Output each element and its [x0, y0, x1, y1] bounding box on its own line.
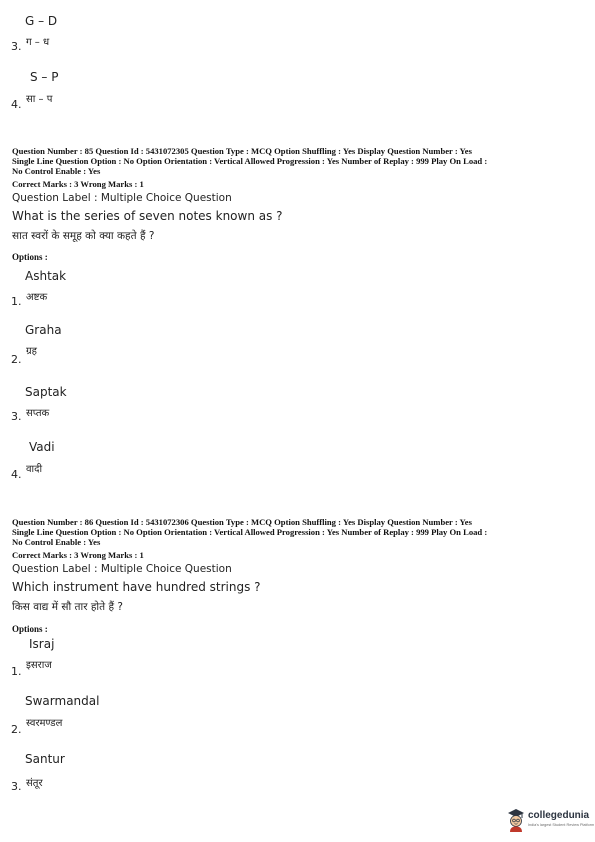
- question-meta-line: No Control Enable : Yes: [12, 166, 101, 176]
- option-text-en: Israj: [29, 637, 55, 651]
- option-number: 1.: [11, 295, 22, 308]
- question-text-en: Which instrument have hundred strings ?: [12, 580, 261, 594]
- option-text-hi: ग्रह: [26, 346, 37, 357]
- question-text-hi: किस वाद्य में सौ तार होते हैं ?: [12, 601, 123, 613]
- option-text-en: Santur: [25, 752, 65, 766]
- option-text-en: Swarmandal: [25, 694, 100, 708]
- question-meta-line: Single Line Question Option : No Option Orientation : Vertical Allowed Progression : Yes Number of Replay : 999 Play On Load :: [12, 156, 488, 166]
- option-number: 3.: [11, 780, 22, 793]
- question-marks: Correct Marks : 3 Wrong Marks : 1: [12, 179, 144, 189]
- option-number: 2.: [11, 723, 22, 736]
- option-text-en: G – D: [25, 14, 58, 28]
- question-marks: Correct Marks : 3 Wrong Marks : 1: [12, 550, 144, 560]
- option-text-en: Vadi: [29, 440, 55, 454]
- option-text-en: Ashtak: [25, 269, 67, 283]
- question-meta-line: Single Line Question Option : No Option Orientation : Vertical Allowed Progression : Yes Number of Replay : 999 Play On Load :: [12, 527, 488, 537]
- question-meta-line: Question Number : 86 Question Id : 5431072306 Question Type : MCQ Option Shuffling : Yes Display Question Number : Yes: [12, 517, 472, 527]
- option-number: 1.: [11, 665, 22, 678]
- option-number: 3.: [11, 40, 22, 53]
- option-text-en: Graha: [25, 323, 62, 337]
- option-text-en: Saptak: [25, 385, 67, 399]
- collegedunia-logo: [506, 808, 595, 836]
- question-text-en: What is the series of seven notes known as ?: [12, 209, 283, 223]
- question-label: Question Label : Multiple Choice Question: [12, 563, 232, 575]
- option-text-hi: वादी: [26, 464, 43, 475]
- question-meta-line: Question Number : 85 Question Id : 5431072305 Question Type : MCQ Option Shuffling : Yes Display Question Number : Yes: [12, 146, 472, 156]
- option-text-hi: सप्तक: [26, 408, 50, 419]
- option-text-hi: अष्टक: [26, 292, 48, 303]
- options-heading: Options :: [12, 624, 48, 634]
- graduate-mascot-icon: [506, 808, 526, 832]
- option-text-hi: ग – ध: [26, 37, 50, 48]
- question-text-hi: सात स्वरों के समूह को क्या कहते हैं ?: [12, 230, 155, 242]
- option-text-hi: सा – प: [26, 94, 53, 105]
- option-number: 4.: [11, 98, 22, 111]
- options-heading: Options :: [12, 252, 48, 262]
- logo-tagline: India's largest Student Review Platform: [528, 823, 595, 827]
- option-number: 3.: [11, 410, 22, 423]
- option-text-hi: संतूर: [26, 778, 43, 789]
- option-number: 4.: [11, 468, 22, 481]
- option-text-hi: इसराज: [26, 660, 52, 671]
- logo-wordmark: collegedunia: [528, 810, 590, 821]
- option-text-en: S – P: [30, 70, 59, 84]
- option-text-hi: स्वरमण्डल: [26, 718, 63, 729]
- option-number: 2.: [11, 353, 22, 366]
- question-label: Question Label : Multiple Choice Question: [12, 192, 232, 204]
- question-meta-line: No Control Enable : Yes: [12, 537, 101, 547]
